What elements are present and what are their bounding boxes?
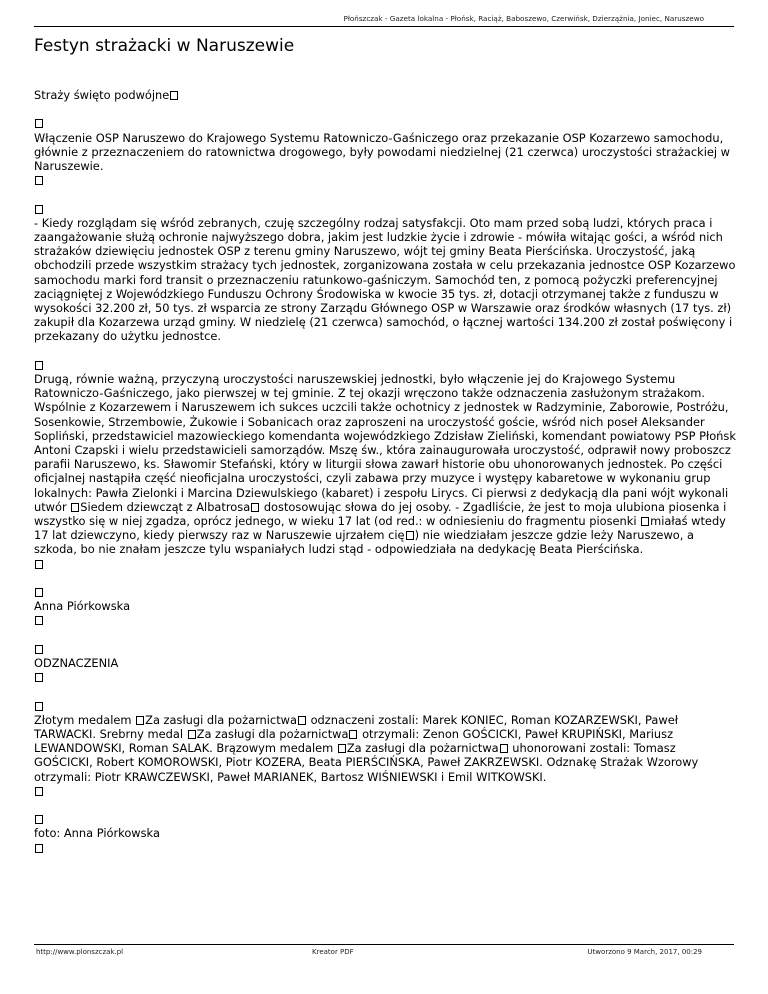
photo-credit-block [34, 812, 736, 855]
author-block [34, 585, 736, 628]
awards-text-b: odznaczeni zostali: Marek KONIEC, Roman KOZARZEWSKI, Paweł TARWACKI. Srebrny medal [34, 712, 678, 742]
missing-glyph-icon [35, 176, 43, 185]
paragraph-1 [34, 116, 736, 187]
missing-glyph-icon [35, 673, 43, 682]
header-divider [34, 26, 734, 27]
missing-glyph-icon [641, 517, 649, 526]
awards-text-a: Złotym medalem [34, 712, 136, 727]
missing-glyph-icon [35, 616, 43, 625]
author-name: Anna Piórkowska [34, 599, 131, 614]
paragraph-3-text-c: dostosowując słowa do jej osoby. - Zgadliście, że jest to moja ulubiona piosenka i wszystko się w niej zgadza, oprócz jednego, w wieku 17 lat (od red.: w odniesieniu do fragmentu piosenki [34, 499, 727, 529]
missing-glyph-icon [35, 645, 43, 654]
missing-glyph-icon [35, 205, 43, 214]
missing-glyph-icon [500, 744, 508, 753]
article-title: Festyn strażacki w Naruszewie [34, 36, 295, 56]
paragraph-1-text: Włączenie OSP Naruszewo do Krajowego Systemu Ratowniczo-Gaśniczego oraz przekazanie OSP Kozarzewo samochodu, głównie z przeznaczeniem do ratownictwa drogowego, były powodami niedzielnej (21 czerwca) uroczystości strażackiej w Naruszewie. [34, 130, 730, 173]
missing-glyph-icon [35, 787, 43, 796]
missing-glyph-icon [35, 119, 43, 128]
missing-glyph-icon [298, 716, 306, 725]
photo-credit: foto: Anna Piórkowska [34, 826, 160, 841]
missing-glyph-icon [35, 815, 43, 824]
award-name: Za zasługi dla pożarnictwa [346, 741, 499, 756]
missing-glyph-icon [71, 503, 79, 512]
missing-glyph-icon [338, 744, 346, 753]
award-name: Za zasługi dla pożarnictwa [145, 712, 297, 727]
paragraph-2 [34, 202, 736, 344]
footer-url: http://www.plonszczak.pl [36, 948, 124, 956]
missing-glyph-icon [188, 730, 196, 739]
paragraph-3 [34, 358, 736, 571]
awards-paragraph [34, 699, 736, 798]
page-header: Płońszczak - Gazeta lokalna - Płońsk, Raciąż, Baboszewo, Czerwińsk, Dzierzążnia, Joniec, Naruszewo [343, 14, 704, 23]
paragraph-3-text-a: Drugą, równie ważną, przyczyną uroczystości naruszewskiej jednostki, było włączenie jej do Krajowego Systemu Ratowniczo-Gaśniczego, jako pierwszej w tej gminie. Z tej okazji wręczono także odznaczenia zasłużonym strażakom. Wspólnie z Kozarzewem i Naruszewem ich sukces uczcili także ochotnicy z jednostek w Radzyminie, Zaborowie, Postróżu, Sosenkowie, Strzembowie, Żukowie i Sobanicach oraz zaproszeni na uroczystość goście, wśród nich poseł Aleksander Sopliński, przedstawiciel mazowieckiego komendanta wojewódzkiego Zdzisław Zieliński, komendant powiatowy PSP Płońsk Antoni Czapski i wielu przedstawicieli samorządów. Mszę św., która zainaugurowała uroczystość, odprawił nowy proboszcz parafii Naruszewo, ks. Sławomir Stefański, który w liturgii słowa zawarł historie obu uhonorowanych jednostek. Po części oficjalnej nastąpiła część nieoficjalna uroczystości, czyli zabawa przy muzyce i występy kabaretowe w wykonaniu grup lokalnych: Pawła Zielonki i Marcina Dziewulskiego (kabaret) i zespołu Lirycs. Ci pierwsi z dedykacją dla pani wójt wykonali utwór [34, 372, 736, 514]
missing-glyph-icon [136, 716, 144, 725]
footer-generator: Kreator PDF [312, 948, 354, 956]
missing-glyph-icon [35, 560, 43, 569]
song-title: Siedem dziewcząt z Albatrosa [80, 499, 251, 514]
missing-glyph-icon [349, 730, 357, 739]
paragraph-2-text: - Kiedy rozglądam się wśród zebranych, czuję szczególny rodzaj satysfakcji. Oto mam przed sobą ludzi, których praca i zaangażowanie służą ochronie najwyższego dobra, jakim jest ludzkie życie i zdrowie - mówiła witając gości, a wśród nich strażaków dziewięciu jednostek OSP z terenu gminy Naruszewo, wójt tej gminy Beata Pierścińska. Uroczystość, jaką obchodzili przede wszystkim strażacy tych jednostek, zorganizowana została w celu przekazania jednostce OSP Kozarzewo samochodu marki ford transit o przeznaczeniu ratunkowo-gaśniczym. Samochód ten, z pomocą pożyczki preferencyjnej zaciągniętej z Wojewódzkiego Funduszu Ochrony Środowiska w kwocie 35 tys. zł, dotacji otrzymanej także z funduszu w wysokości 32.200 zł, 50 tys. zł wsparcia ze strony Zarządu Głównego OSP w Warszawie oraz środków własnych (17 tys. zł) zakupił dla Kozarzewa urząd gminy. W niedzielę (21 czerwca) samochód, o łącznej wartości 134.200 zł został poświęcony i przekazany do użytku jednostce. [34, 215, 736, 344]
article-body [34, 88, 736, 869]
footer-created: Utworzono 9 March, 2017, 00:29 [587, 948, 702, 956]
missing-glyph-icon [35, 702, 43, 711]
section-heading-block [34, 642, 736, 685]
lead-text: Straży święto podwójne [34, 88, 170, 102]
song-quote: miałaś wtedy 17 lat dziewczyno, kiedy pierwszy raz w Naruszewie ujrzałem cię [34, 514, 726, 543]
award-name: Za zasługi dla pożarnictwa [196, 727, 349, 742]
missing-glyph-icon [35, 361, 43, 370]
missing-glyph-icon [251, 503, 259, 512]
lead-paragraph [34, 88, 736, 102]
missing-glyph-icon [406, 531, 414, 540]
awards-text-c: otrzymali: Zenon GOŚCICKI, Paweł KRUPIŃSKI, Mariusz LEWANDOWSKI, Roman SALAK. Brązowym medalem [34, 727, 674, 756]
section-heading: ODZNACZENIA [34, 656, 119, 671]
awards-text-d: uhonorowani zostali: Tomasz GOŚCICKI, Robert KOMOROWSKI, Piotr KOZERA, Beata PIERŚCIŃSKA, Paweł ZAKRZEWSKI. Odznakę Strażak Wzorowy otrzymali: Piotr KRAWCZEWSKI, Paweł MARIANEK, Bartosz WIŚNIEWSKI i Emil WITKOWSKI. [34, 741, 699, 784]
missing-glyph-icon [35, 844, 43, 853]
footer-divider [34, 944, 734, 945]
missing-glyph-icon [35, 588, 43, 597]
missing-glyph-icon [170, 91, 178, 100]
paragraph-3-text-e: ) nie wiedziałam jeszcze gdzie leży Naruszewo, a szkoda, bo nie znałam jeszcze tylu wspaniałych ludzi stąd - odpowiedziała na dedykację Beata Pierścińska. [34, 528, 694, 557]
